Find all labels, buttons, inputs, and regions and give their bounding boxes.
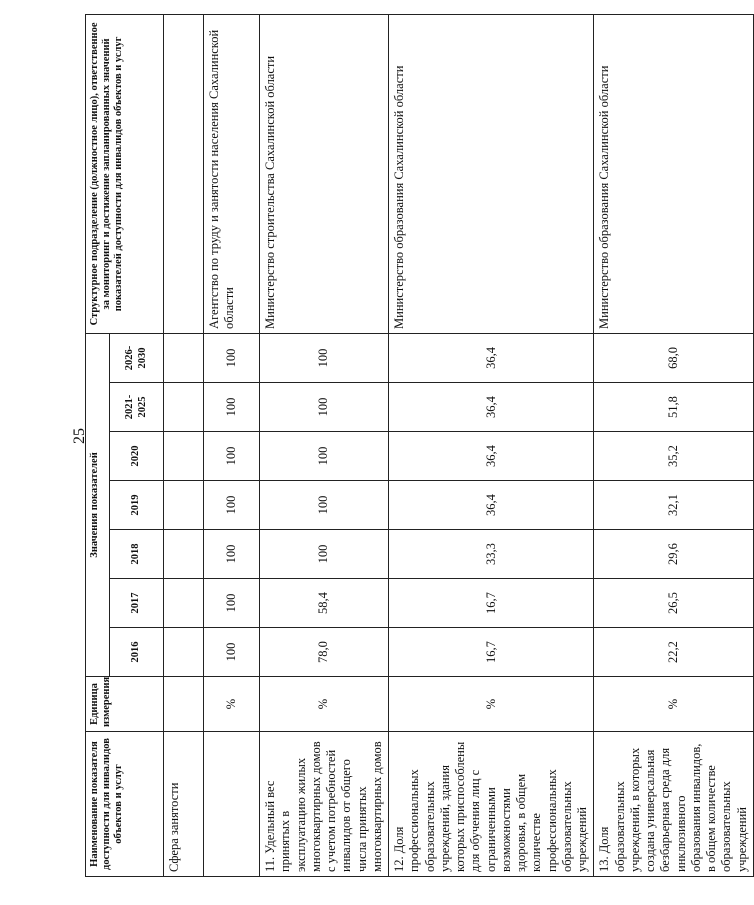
cell-value: 100 xyxy=(260,432,389,481)
cell-responsible: Министерство строительства Сахалинской области xyxy=(260,14,389,333)
table-row-section xyxy=(164,14,204,876)
header-year: 2017 xyxy=(110,579,164,628)
cell-value: 68,0 xyxy=(594,333,754,382)
cell-responsible: Агентство по труду и занятости населения Сахалинской области xyxy=(204,14,260,333)
cell-value: 100 xyxy=(204,579,260,628)
header-responsible: Структурное подразделение (должностное лицо), ответственное за мониторинг и достижение запланированных значений показателей доступности для инвалидов объектов и услуг xyxy=(86,14,164,333)
cell-unit: % xyxy=(260,677,389,732)
cell-value xyxy=(164,579,204,628)
cell-value: 29,6 xyxy=(594,530,754,579)
header-values-group: Значения показателей xyxy=(86,333,110,676)
cell-value: 36,4 xyxy=(389,481,594,530)
cell-value: 100 xyxy=(260,530,389,579)
table-row xyxy=(260,14,389,876)
cell-value: 100 xyxy=(204,333,260,382)
cell-unit xyxy=(164,677,204,732)
cell-value: 51,8 xyxy=(594,383,754,432)
header-year: 2018 xyxy=(110,530,164,579)
cell-value: 16,7 xyxy=(389,628,594,677)
cell-value: 100 xyxy=(204,432,260,481)
cell-value: 100 xyxy=(204,481,260,530)
cell-responsible xyxy=(164,14,204,333)
cell-value: 100 xyxy=(204,383,260,432)
cell-value xyxy=(164,432,204,481)
cell-value: 100 xyxy=(204,628,260,677)
table-row xyxy=(594,14,754,876)
table-row xyxy=(389,14,594,876)
page-number: 25 xyxy=(71,428,88,444)
cell-value xyxy=(164,383,204,432)
header-year: 2016 xyxy=(110,628,164,677)
cell-value xyxy=(164,628,204,677)
cell-indicator: Сфера занятости xyxy=(164,732,204,877)
cell-unit: % xyxy=(389,677,594,732)
cell-value: 22,2 xyxy=(594,628,754,677)
cell-unit: % xyxy=(204,677,260,732)
cell-value xyxy=(164,530,204,579)
cell-indicator: 12. Доля профессиональных образовательных учреждений, здания которых приспособлены для обучения лиц с ограниченными возможностями здоровья, в общем количестве профессиональных образовательных учреждений xyxy=(389,732,594,877)
cell-value xyxy=(164,481,204,530)
cell-unit: % xyxy=(594,677,754,732)
cell-value xyxy=(164,333,204,382)
cell-value: 100 xyxy=(260,333,389,382)
cell-value: 100 xyxy=(204,530,260,579)
cell-value: 58,4 xyxy=(260,579,389,628)
table-row xyxy=(204,14,260,876)
cell-value: 100 xyxy=(260,481,389,530)
cell-value: 36,4 xyxy=(389,333,594,382)
cell-value: 36,4 xyxy=(389,432,594,481)
cell-value: 78,0 xyxy=(260,628,389,677)
cell-indicator: 13. Доля образовательных учреждений, в которых создана универсальная безбарьерная среда для инклюзивного образования инвалидов, в общем количестве образовательных учреждений xyxy=(594,732,754,877)
accessibility-indicators-table xyxy=(85,14,754,877)
header-year: 2020 xyxy=(110,432,164,481)
cell-responsible: Министерство образования Сахалинской области xyxy=(389,14,594,333)
rotated-table-container xyxy=(85,22,749,877)
cell-indicator: 11. Удельный вес принятых в эксплуатацию жилых многоквартирных домов с учетом потребностей инвалидов от общего числа принятых многоквартирных домов xyxy=(260,732,389,877)
header-year: 2021-2025 xyxy=(110,383,164,432)
cell-value: 36,4 xyxy=(389,383,594,432)
cell-value: 26,5 xyxy=(594,579,754,628)
header-year: 2019 xyxy=(110,481,164,530)
cell-value: 35,2 xyxy=(594,432,754,481)
cell-responsible: Министерство образования Сахалинской области xyxy=(594,14,754,333)
header-indicator: Наименование показателя доступности для инвалидов объектов и услуг xyxy=(86,732,164,877)
cell-value: 32,1 xyxy=(594,481,754,530)
cell-value: 100 xyxy=(260,383,389,432)
cell-indicator xyxy=(204,732,260,877)
cell-value: 33,3 xyxy=(389,530,594,579)
header-year: 2026-2030 xyxy=(110,333,164,382)
cell-value: 16,7 xyxy=(389,579,594,628)
header-unit: Единица измерения xyxy=(86,677,164,732)
